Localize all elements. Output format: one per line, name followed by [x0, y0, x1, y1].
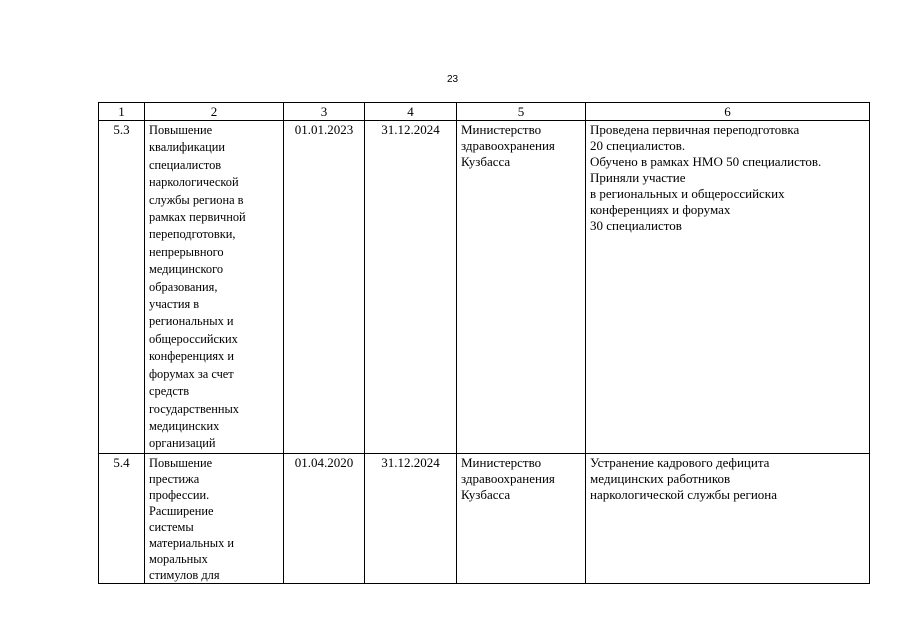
column-header: 1 [99, 103, 145, 121]
item-description: Повышение квалификации специалистов наркологической службы региона в рамках первичной переподготовки, непрерывного медицинского образования, участия в региональных и общероссийских конференциях и форумах за счет средств государственных медицинских организаций [145, 121, 284, 454]
item-description: Повышение престижа профессии. Расширение системы материальных и моральных стимулов для [145, 453, 284, 583]
table-row [99, 453, 870, 583]
table-header-row [99, 103, 870, 121]
page-number: 23 [446, 74, 459, 85]
start-date: 01.01.2023 [284, 121, 365, 454]
column-header: 6 [586, 103, 870, 121]
item-result: Проведена первичная переподготовка 20 специалистов. Обучено в рамках НМО 50 специалистов. Приняли участие в региональных и общероссийских конференциях и форумах 30 специалистов [586, 121, 870, 454]
end-date: 31.12.2024 [365, 121, 457, 454]
column-header: 4 [365, 103, 457, 121]
responsible-party: Министерство здравоохранения Кузбасса [457, 453, 586, 583]
item-number: 5.4 [99, 453, 145, 583]
end-date: 31.12.2024 [365, 453, 457, 583]
start-date: 01.04.2020 [284, 453, 365, 583]
item-result: Устранение кадрового дефицита медицинских работников наркологической службы региона [586, 453, 870, 583]
responsible-party: Министерство здравоохранения Кузбасса [457, 121, 586, 454]
table-row [99, 121, 870, 454]
measures-table [98, 102, 870, 584]
column-header: 2 [145, 103, 284, 121]
column-header: 5 [457, 103, 586, 121]
item-number: 5.3 [99, 121, 145, 454]
column-header: 3 [284, 103, 365, 121]
